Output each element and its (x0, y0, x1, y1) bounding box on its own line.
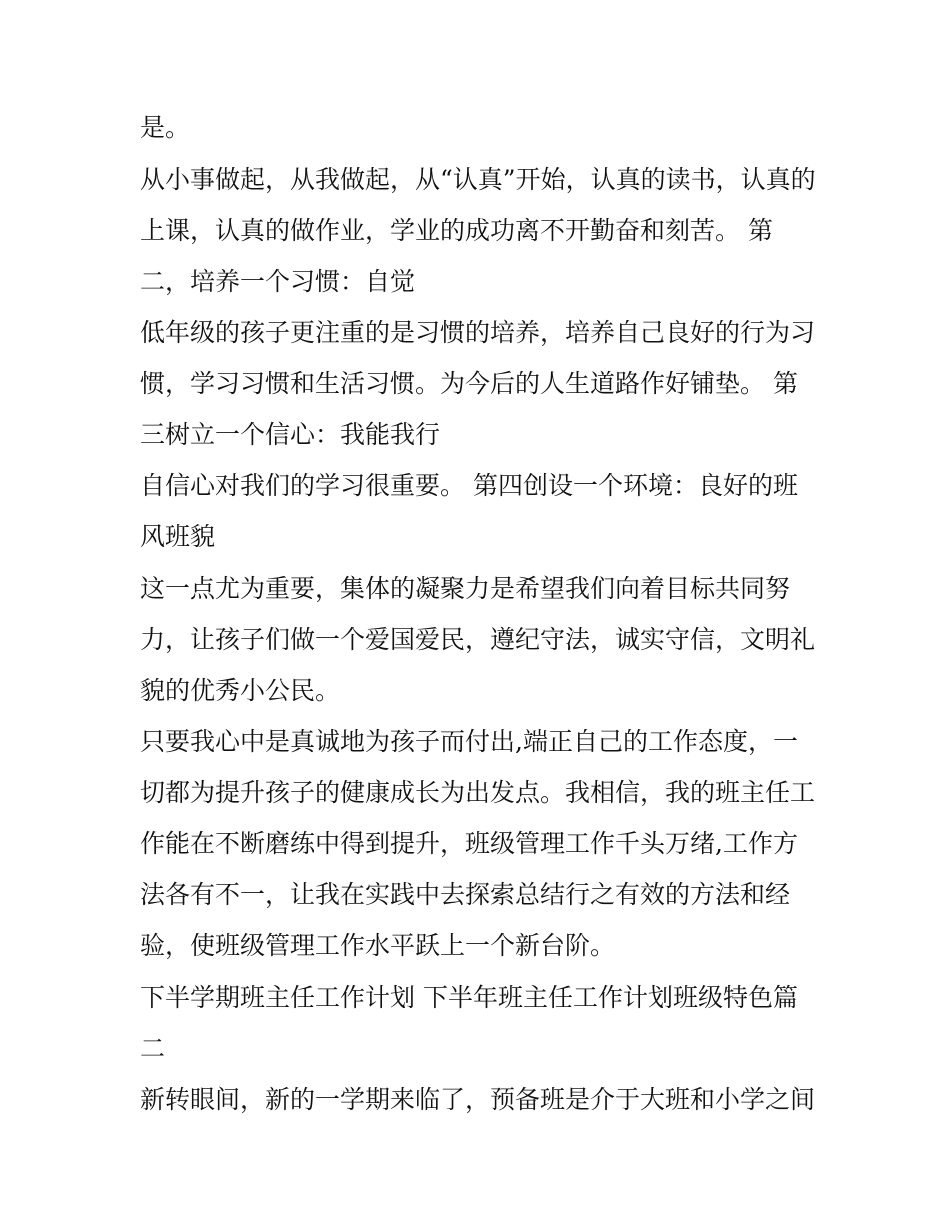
text-line: 力，让孩子们做一个爱国爱民，遵纪守法，诚实守信，文明礼 (140, 625, 816, 654)
text-line: 法各有不一，让我在实践中去探索总结行之有效的方法和经 (140, 880, 791, 909)
text-line: 惯，学习习惯和生活习惯。为今后的人生道路作好铺垫。 第 (140, 369, 798, 398)
text-line: 是。 (140, 113, 191, 142)
text-line: 这一点尤为重要，集体的凝聚力是希望我们向着目标共同努 (140, 574, 791, 603)
text-line: 只要我心中是真诚地为孩子而付出,端正自己的工作态度，一 (140, 727, 798, 756)
text-line: 下半学期班主任工作计划 下半年班主任工作计划班级特色篇 (140, 983, 798, 1012)
text-line: 风班貌 (140, 522, 216, 551)
text-line: 切都为提升孩子的健康成长为出发点。我相信，我的班主任工 (140, 778, 816, 807)
text-line: 二，培养一个习惯：自觉 (140, 267, 416, 296)
text-line: 新转眼间，新的一学期来临了，预备班是介于大班和小学之间 (140, 1085, 816, 1114)
text-line: 二 (140, 1034, 166, 1063)
text-line: 低年级的孩子更注重的是习惯的培养，培养自己良好的行为习 (140, 318, 816, 347)
text-line: 上课，认真的做作业，学业的成功离不开勤奋和刻苦。 第 (140, 216, 773, 245)
text-line: 貌的优秀小公民。 (140, 676, 341, 705)
text-line: 验，使班级管理工作水平跃上一个新台阶。 (140, 931, 616, 960)
text-line: 三树立一个信心：我能我行 (140, 420, 441, 449)
text-line: 作能在不断磨练中得到提升，班级管理工作千头万绪,工作方 (140, 829, 798, 858)
text-line: 自信心对我们的学习很重要。 第四创设一个环境：良好的班 (140, 471, 798, 500)
text-line: 从小事做起，从我做起，从“认真”开始，认真的读书，认真的 (140, 165, 816, 194)
